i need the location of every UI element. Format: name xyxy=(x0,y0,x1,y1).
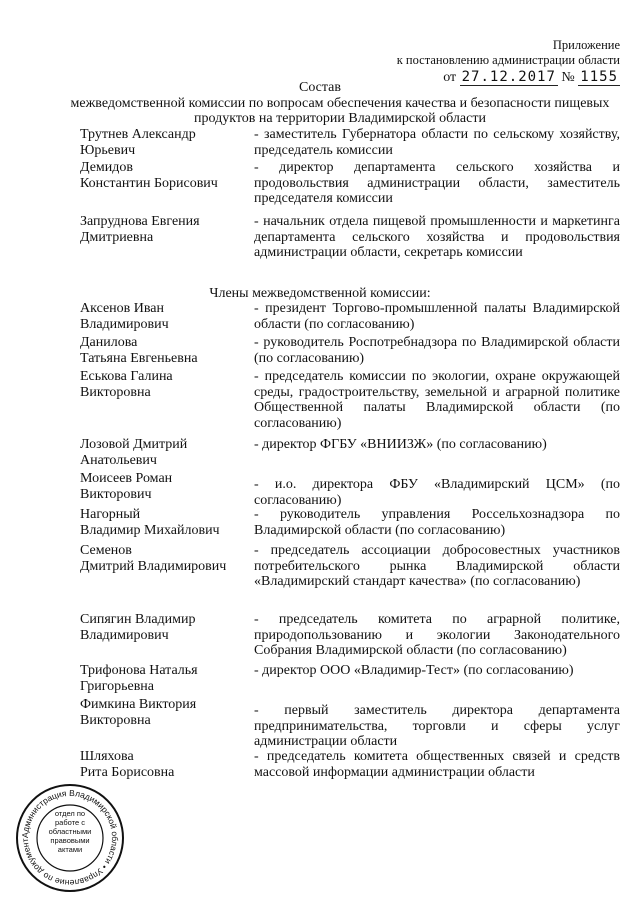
document-title: Состав xyxy=(298,80,341,95)
document-subtitle: межведомственной комиссии по вопросам обеспечения качества и безопасности пищевых продуктов на территории Владимирской области xyxy=(70,96,610,126)
member-role: - председатель комитета общественных связей и средств массовой информации администрации области xyxy=(254,749,620,780)
members-heading: Члены межведомственной комиссии: xyxy=(209,286,431,301)
member-name: Нагорный Владимир Михайлович xyxy=(80,507,220,538)
list-item xyxy=(80,127,620,161)
member-name: Шляхова Рита Борисовна xyxy=(80,749,175,780)
member-role: - председатель комитета по аграрной политике, природопользованию и экологии Законодательного Собрания Владимирской области (по согласованию) xyxy=(254,612,620,658)
list-item xyxy=(80,214,620,284)
member-role: - директор департамента сельского хозяйства и продовольствия администрации области, заместитель председателя комиссии xyxy=(254,160,620,206)
member-role: - директор ООО «Владимир-Тест» (по согласованию) xyxy=(254,663,574,678)
member-role: - председатель ассоциации добросовестных участников потребительского рынка Владимирской области «Владимирский стандарт качества» (по согласованию) xyxy=(254,543,620,589)
member-role: - первый заместитель директора департамента предпринимательства, торговли и сферы услуг администрации области xyxy=(254,703,620,749)
member-role: - заместитель Губернатора области по сельскому хозяйству, председатель комиссии xyxy=(254,127,620,158)
member-role: - руководитель управления Россельхознадзора по Владимирской области (по согласованию) xyxy=(254,507,620,538)
member-name: Фимкина Виктория Викторовна xyxy=(80,697,197,728)
member-name: Сипягин Владимир Владимирович xyxy=(80,612,196,643)
member-role: - президент Торгово-промышленной палаты Владимирской области (по согласованию) xyxy=(254,301,620,332)
stamp-inner-text: отдел по работе с областными правовыми актами xyxy=(48,809,92,854)
member-name: Данилова Татьяна Евгеньевна xyxy=(80,335,198,366)
appendix-label: Приложение xyxy=(552,38,620,52)
list-item xyxy=(80,160,620,212)
member-name: Аксенов Иван Владимирович xyxy=(80,301,169,332)
member-role: - руководитель Роспотребнадзора по Владимирской области (по согласованию) xyxy=(254,335,620,366)
member-role: - и.о. директора ФБУ «Владимирский ЦСМ» (по согласованию) xyxy=(254,477,620,508)
resolution-date: 27.12.2017 xyxy=(461,69,556,85)
member-role: - директор ФГБУ «ВНИИЗЖ» (по согласованию) xyxy=(254,437,547,452)
member-name: Трифонова Наталья Григорьевна xyxy=(80,663,198,694)
member-role: - начальник отдела пищевой промышленности и маркетинга департамента сельского хозяйства и продовольствия администрации области, секретарь комиссии xyxy=(254,214,620,260)
from-prefix: от xyxy=(443,70,457,85)
member-name: Моисеев Роман Викторович xyxy=(80,471,173,502)
member-name: Еськова Галина Викторовна xyxy=(80,369,173,400)
member-name: Семенов Дмитрий Владимирович xyxy=(80,543,227,574)
resolution-number: 1155 xyxy=(580,69,618,85)
stamp-ring-text: Администрация Владимирской области • Управление по документ xyxy=(19,787,121,889)
official-stamp xyxy=(14,782,126,894)
appendix-header xyxy=(340,38,620,85)
member-name: Запруднова Евгения Дмитриевна xyxy=(80,214,200,245)
member-name: Лозовой Дмитрий Анатольевич xyxy=(80,437,188,468)
member-name: Демидов Константин Борисович xyxy=(80,160,218,191)
member-role: - председатель комиссии по экологии, охране окружающей среды, градостроительству, земельной и аграрной политике Общественной палаты Владимирской области (по согласованию) xyxy=(254,369,620,431)
number-sign: № xyxy=(561,70,575,85)
appendix-resolution-ref: к постановлению администрации области xyxy=(396,53,620,67)
member-name: Трутнев Александр Юрьевич xyxy=(80,127,196,158)
